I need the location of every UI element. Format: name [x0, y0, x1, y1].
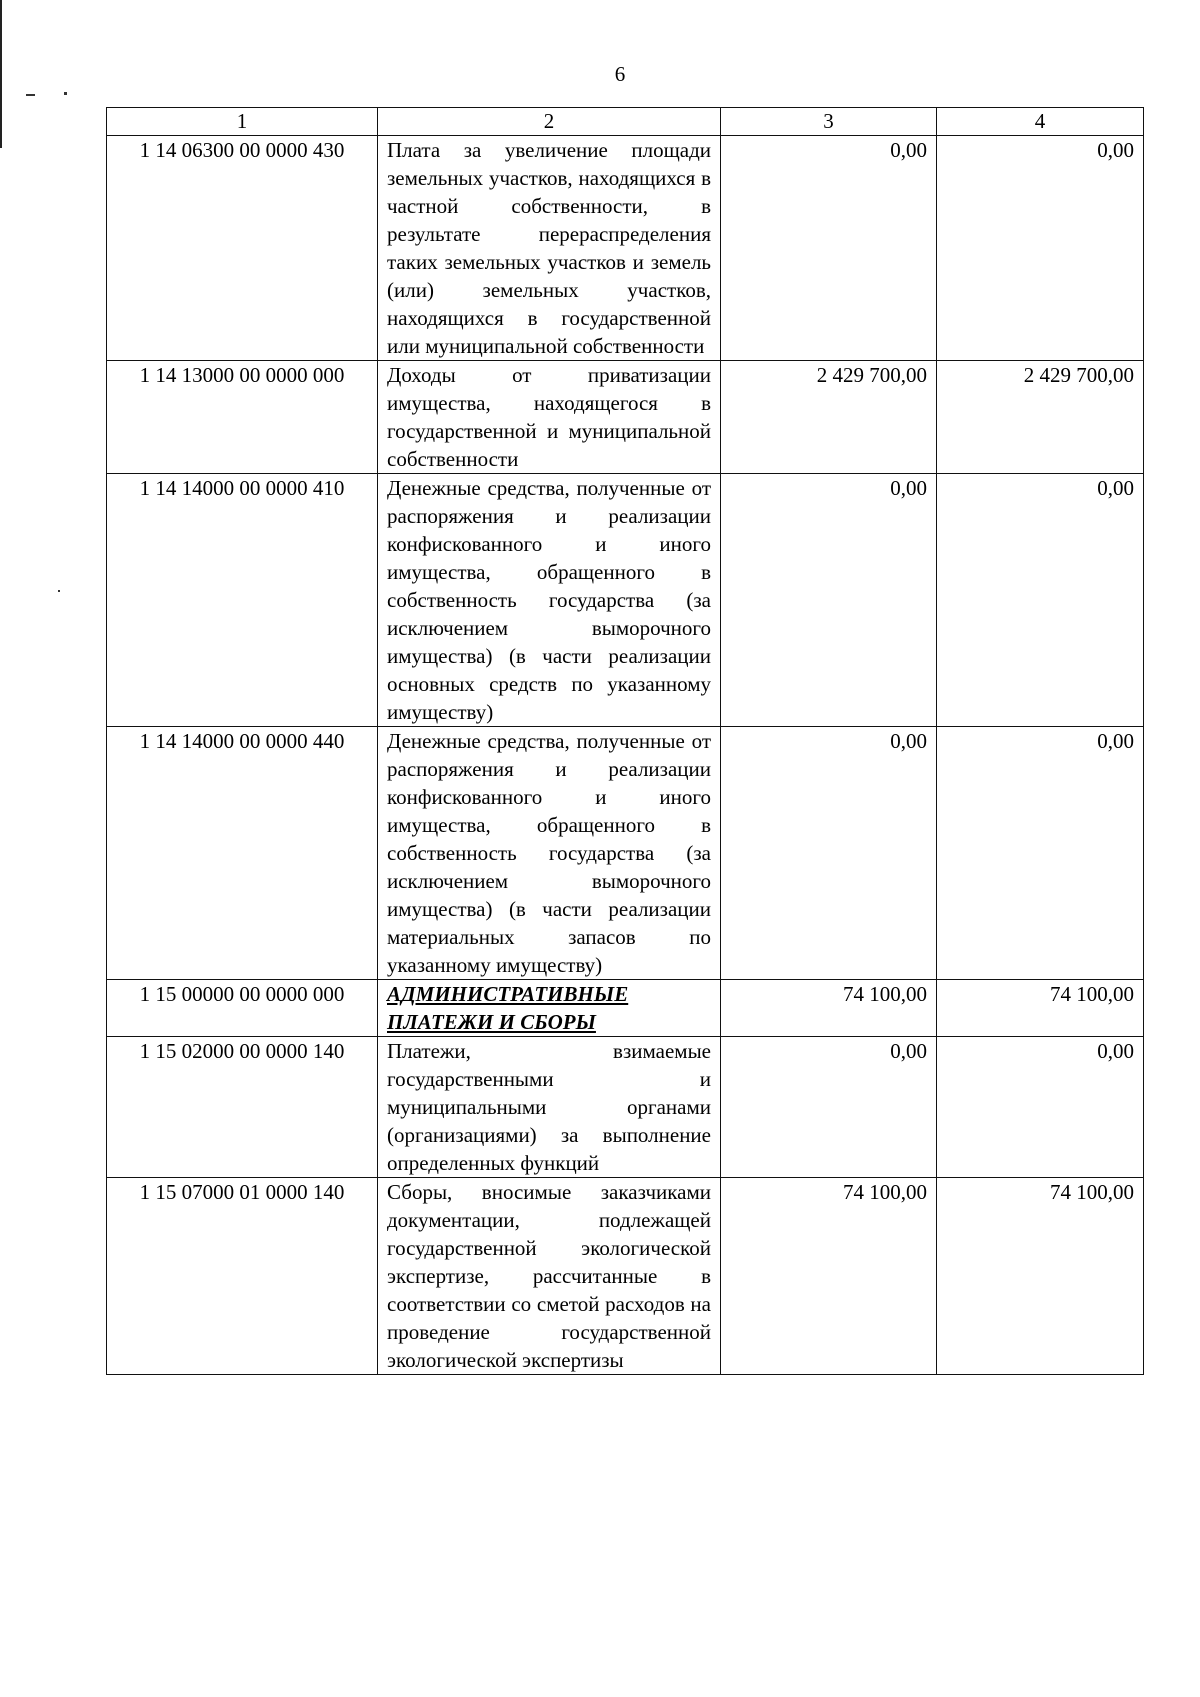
- table-row: [107, 474, 1144, 727]
- amount-col3-cell: 0,00: [721, 136, 937, 361]
- amount-col4-cell: 74 100,00: [937, 1178, 1144, 1375]
- budget-code-cell: 1 15 07000 01 0000 140: [107, 1178, 378, 1375]
- amount-col3-cell: 0,00: [721, 474, 937, 727]
- budget-code-cell: 1 14 14000 00 0000 410: [107, 474, 378, 727]
- table-row: [107, 1037, 1144, 1178]
- table-body: [107, 136, 1144, 1375]
- budget-table: [106, 107, 1144, 1375]
- amount-col4-cell: 74 100,00: [937, 980, 1144, 1037]
- budget-code-cell: 1 14 13000 00 0000 000: [107, 361, 378, 474]
- section-heading-cell: АДМИНИСТРАТИВНЫЕ ПЛАТЕЖИ И СБОРЫ: [378, 980, 721, 1037]
- income-name-cell: Платежи, взимаемые государственными и муниципальными органами (организациями) за выполнение определенных функций: [378, 1037, 721, 1178]
- amount-col3-cell: 0,00: [721, 1037, 937, 1178]
- income-name-cell: Денежные средства, полученные от распоряжения и реализации конфискованного и иного имущества, обращенного в собственность государства (за исключением выморочного имущества) (в части реализации основных средств по указанному имуществу): [378, 474, 721, 727]
- page-number: 6: [614, 62, 626, 86]
- column-header-2: 2: [378, 108, 721, 136]
- table-row: [107, 1178, 1144, 1375]
- scan-artifact: [58, 590, 60, 592]
- scan-artifact: [64, 92, 67, 95]
- income-name-cell: Доходы от приватизации имущества, находящегося в государственной и муниципальной собственности: [378, 361, 721, 474]
- scan-artifact: [26, 94, 35, 96]
- budget-code-cell: 1 14 06300 00 0000 430: [107, 136, 378, 361]
- income-name-cell: Плата за увеличение площади земельных участков, находящихся в частной собственности, в результате перераспределения таких земельных участков и земель (или) земельных участков, находящихся в государственной или муниципальной собственности: [378, 136, 721, 361]
- amount-col3-cell: 74 100,00: [721, 980, 937, 1037]
- amount-col4-cell: 2 429 700,00: [937, 361, 1144, 474]
- amount-col3-cell: 0,00: [721, 727, 937, 980]
- table-row: [107, 980, 1144, 1037]
- income-name-cell: Сборы, вносимые заказчиками документации, подлежащей государственной экологической экспертизе, рассчитанные в соответствии со сметой расходов на проведение государственной экологической экспертизы: [378, 1178, 721, 1375]
- budget-code-cell: 1 15 00000 00 0000 000: [107, 980, 378, 1037]
- table-header-row: [107, 108, 1144, 136]
- table-row: [107, 361, 1144, 474]
- amount-col4-cell: 0,00: [937, 1037, 1144, 1178]
- amount-col3-cell: 74 100,00: [721, 1178, 937, 1375]
- amount-col3-cell: 2 429 700,00: [721, 361, 937, 474]
- column-header-4: 4: [937, 108, 1144, 136]
- column-header-1: 1: [107, 108, 378, 136]
- budget-code-cell: 1 14 14000 00 0000 440: [107, 727, 378, 980]
- table-row: [107, 136, 1144, 361]
- amount-col4-cell: 0,00: [937, 474, 1144, 727]
- amount-col4-cell: 0,00: [937, 136, 1144, 361]
- table-row: [107, 727, 1144, 980]
- amount-col4-cell: 0,00: [937, 727, 1144, 980]
- budget-code-cell: 1 15 02000 00 0000 140: [107, 1037, 378, 1178]
- income-name-cell: Денежные средства, полученные от распоряжения и реализации конфискованного и иного имущества, обращенного в собственность государства (за исключением выморочного имущества) (в части реализации материальных запасов по указанному имуществу): [378, 727, 721, 980]
- column-header-3: 3: [721, 108, 937, 136]
